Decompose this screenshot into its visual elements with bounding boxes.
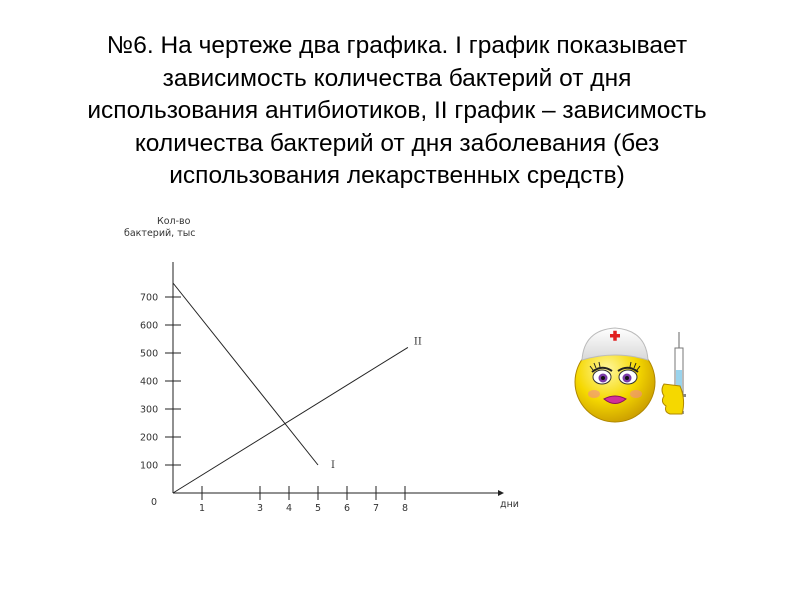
y-axis-label-line-2: бактерий, тыс [124,228,196,239]
x-tick-label-1: 1 [199,503,206,514]
chart-series [173,283,422,493]
x-tick-label-5: 5 [315,503,322,514]
x-tick-label-8: 8 [402,503,409,514]
origin-label: 0 [151,497,158,508]
title-line-4: количества бактерий от дня заболевания (без [134,129,660,157]
title-line-1: №6. На чертеже два графика. I график показывает [106,32,688,59]
x-tick-label-6: 6 [344,503,351,514]
title-line-2: зависимость количества бактерий от дня [162,64,632,92]
y-axis-label-line-1: Кол-во [157,216,191,227]
nurse-smiley-with-syringe-icon [560,320,700,440]
x-tick-label-3: 3 [257,503,264,514]
x-tick-label-4: 4 [286,503,293,514]
y-tick-label-600: 600 [140,320,159,332]
series-label-II: II [413,336,422,348]
y-tick-label-700: 700 [140,292,159,304]
chart-axes [173,262,504,496]
series-line-II [173,347,408,493]
y-tick-label-400: 400 [140,376,159,388]
y-tick-label-500: 500 [140,348,159,360]
series-label-I: I [331,460,335,471]
x-tick-label-7: 7 [373,503,380,514]
y-tick-label-100: 100 [140,460,159,472]
series-line-I [173,283,318,465]
title-line-5: использования лекарственных средств) [169,162,625,189]
y-tick-label-300: 300 [140,404,159,416]
y-tick-label-200: 200 [140,432,159,444]
x-axis-label: дни [500,499,519,510]
x-axis-arrow [498,490,504,496]
chart-ticks [140,293,408,515]
title-line-3: использования антибиотиков, II график – зависимость [87,97,707,124]
